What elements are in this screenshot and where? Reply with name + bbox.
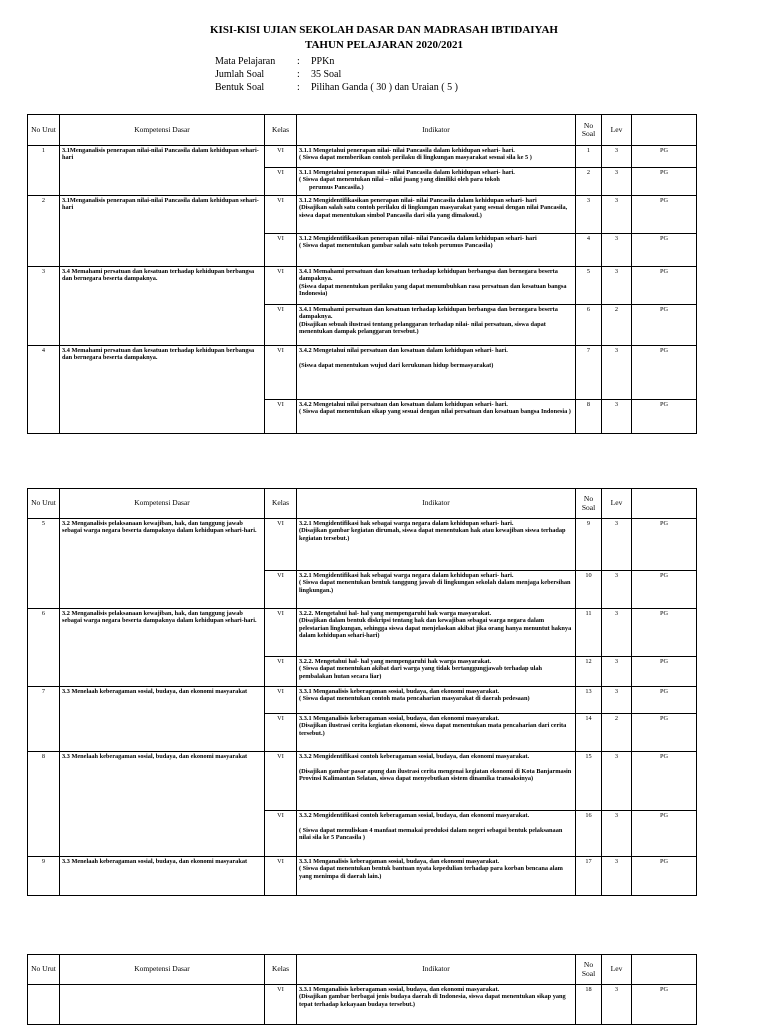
indikator-text: ( Siswa dapat menentukan akibat dari warga yang tidak bertanggungjawab terhadap ulah pembalakan hutan secara liar) (299, 665, 542, 680)
indikator-text: ( Siswa dapat memberikan contoh perilaku di lingkungan masyarakat sesuai sila ke 5 ) (299, 154, 532, 162)
indikator-text: ( Siswa dapat menentukan bentuk tanggung jawab di lingkungan sekolah dalam menjaga kebersihan lingkungan.) (299, 579, 571, 594)
indikator-text: 3.1.2 Mengidentifikasikan penerapan nilai- nilai Pancasila dalam kehidupan sehari- hari (299, 197, 537, 204)
indikator-text: 3.3.1 Menganalisis keberagaman sosial, budaya, dan ekonomi masyarakat. (299, 715, 500, 722)
indikator-text: (Disajikan gambar pasar apung dan ilustrasi cerita mengenai kegiatan ekonomi di Kota Banjarmasin Provinsi Kalimantan Selatan, siswa dapat menyebutkan sistem dinamika transaksinya) (299, 767, 572, 783)
exam-meta (215, 55, 458, 94)
document-subtitle: TAHUN PELAJARAN 2020/2021 (304, 39, 464, 51)
col-lev: Lev (602, 955, 632, 985)
col-kompetensi-dasar: Kompetensi Dasar (60, 955, 265, 985)
table-row: 9 3.3 Menelaah keberagaman sosial, budaya, dan ekonomi masyarakat VI 3.3.1 Menganalisis keberagaman sosial, budaya, dan ekonomi masyarakat. ( Siswa dapat menentukan bentuk bantuan nyata kepedulian terhadap para korban bencana alam yang menimpa di daerah lain.) 17 3 PG (28, 857, 697, 896)
col-no-urut: No Urut (28, 489, 60, 519)
table-row: VI 3.1.2 Mengidentifikasikan penerapan nilai- nilai Pancasila dalam kehidupan sehari- hari ( Siswa dapat menentukan gambar salah satu tokoh perumus Pancasila) 4 3 PG (28, 234, 697, 267)
indikator-text: (Disajikan gambar berbagai jenis budaya daerah di Indonesia, siswa dapat menentukan sikap yang tepat terhadap kekayaan budaya tersebut.) (299, 993, 566, 1008)
kisi-table-1 (27, 114, 697, 434)
indikator-text: 3.1.1 Mengetahui penerapan nilai- nilai Pancasila dalam kehidupan sehari- hari. (299, 169, 515, 176)
indikator-text: 3.4.2 Mengetahui nilai persatuan dan kesatuan dalam kehidupan sehari- hari. (299, 347, 508, 354)
indikator-text: ( Siswa dapat menentukan nilai – nilai juang yang dimiliki oleh para tokoh (299, 176, 500, 184)
table-row: VI 3.3.2 Mengidentifikasi contoh keberagaman sosial, budaya, dan ekonomi masyarakat. ( Siswa dapat menuliskan 4 manfaat memakai produksi dalam negeri sebagai bentuk pelaksanaan nilai sila ke 5 Pancasila ) 16 3 PG (28, 811, 697, 857)
indikator-text: 3.3.1 Menganalisis keberagaman sosial, budaya, dan ekonomi masyarakat. (299, 858, 500, 865)
col-lev: Lev (602, 489, 632, 519)
col-no-soal: No Soal (576, 955, 602, 985)
table-row: VI 3.3.1 Menganalisis keberagaman sosial, budaya, dan ekonomi masyarakat. (Disajikan gambar berbagai jenis budaya daerah di Indonesia, siswa dapat menentukan sikap yang tepat terhadap kekayaan budaya tersebut.) 18 3 PG (28, 985, 697, 1025)
col-indikator: Indikator (297, 955, 576, 985)
indikator-text: (Disajikan gambar kegiatan dirumah, siswa dapat menentukan hak atau kewajiban siswa terhadap kegiatan tersebut.) (299, 527, 566, 542)
indikator-text: 3.3.1 Menganalisis keberagaman sosial, budaya, dan ekonomi masyarakat. (299, 986, 500, 993)
meta-row-count: Jumlah Soal : 35 Soal (215, 69, 342, 80)
indikator-text: 3.2.1 Mengidentifikasi hak sebagai warga negara dalam kehidupan sehari- hari. (299, 572, 514, 579)
col-no-soal: No Soal (576, 489, 602, 519)
indikator-text: 3.2.2. Mengetahui hal- hal yang mempengaruhi hak warga masyarakat. (299, 658, 492, 665)
indikator-text: ( Siswa dapat menentukan bentuk bantuan nyata kepedulian terhadap para korban bencana alam yang menimpa di daerah lain.) (299, 865, 563, 880)
table-header (28, 115, 697, 146)
col-no-soal: No Soal (576, 115, 602, 146)
indikator-text: 3.1.1 Mengetahui penerapan nilai- nilai Pancasila dalam kehidupan sehari- hari. (299, 147, 515, 154)
col-bentuk (632, 955, 697, 985)
document-title: KISI-KISI UJIAN SEKOLAH DASAR DAN MADRASAH IBTIDAIYAH (210, 24, 558, 36)
indikator-text: ( Siswa dapat menentukan gambar salah satu tokoh perumus Pancasila) (299, 242, 493, 250)
table-row: 1 3.1Menganalisis penerapan nilai-nilai Pancasila dalam kehidupan sehari-hari VI 3.1.1 Mengetahui penerapan nilai- nilai Pancasila dalam kehidupan sehari- hari. ( Siswa dapat memberikan contoh perilaku di lingkungan masyarakat sesuai sila ke 5 ) 1 3 PG (28, 146, 697, 168)
col-no-urut: No Urut (28, 955, 60, 985)
indikator-text: ( Siswa dapat menentukan sikap yang sesuai dengan nilai persatuan dan kesatuan bangsa Indonesia ) (299, 408, 571, 416)
table-row: 5 3.2 Menganalisis pelaksanaan kewajiban, hak, dan tanggung jawab sebagai warga negara beserta dampaknya dalam kehidupan sehari-hari. VI 3.2.1 Mengidentifikasi hak sebagai warga negara dalam kehidupan sehari- hari. (Disajikan gambar kegiatan dirumah, siswa dapat menentukan hak atau kewajiban siswa terhadap kegiatan tersebut.) 9 3 PG (28, 519, 697, 571)
col-bentuk (632, 115, 697, 146)
table-row: 4 3.4 Memahami persatuan dan kesatuan terhadap kehidupan berbangsa dan bernegara beserta dampaknya. VI 3.4.2 Mengetahui nilai persatuan dan kesatuan dalam kehidupan sehari- hari. (Siswa dapat menentukan wujud dari kerukunan hidup bermasyarakat) 7 3 PG (28, 346, 697, 400)
col-indikator: Indikator (297, 489, 576, 519)
kisi-table-3 (27, 954, 697, 1025)
indikator-text: 3.2.1 Mengidentifikasi hak sebagai warga negara dalam kehidupan sehari- hari. (299, 520, 514, 527)
table-row: 3 3.4 Memahami persatuan dan kesatuan terhadap kehidupan berbangsa dan bernegara beserta dampaknya. VI 3.4.1 Memahami persatuan dan kesatuan terhadap kehidupan berbangsa dan bernegara beserta dampaknya. (Siswa dapat menentukan perilaku yang dapat menumbuhkan rasa persatuan dan kesatuan bangsa Indonesia) 5 3 PG (28, 267, 697, 305)
col-kompetensi-dasar: Kompetensi Dasar (60, 115, 265, 146)
indikator-text: (Siswa dapat menentukan perilaku yang dapat menumbuhkan rasa persatuan dan kesatuan bangsa Indonesia) (299, 282, 567, 298)
table-row: 2 3.1Menganalisis penerapan nilai-nilai Pancasila dalam kehidupan sehari-hari VI 3.1.2 Mengidentifikasikan penerapan nilai- nilai Pancasila dalam kehidupan sehari- hari (Disajikan salah satu contoh perilaku di lingkungan masyarakat yang sesuai dengan nilai Pancasila, siswa dapat menentukan simbol Pancasila dari sila yang dimaksud.) 3 3 PG (28, 196, 697, 234)
indikator-text: (Disajikan salah satu contoh perilaku di lingkungan masyarakat yang sesuai dengan nilai Pancasila, siswa dapat menentukan simbol Pancasila dari sila yang dimaksud.) (299, 204, 568, 219)
table-row: VI 3.4.2 Mengetahui nilai persatuan dan kesatuan dalam kehidupan sehari- hari. ( Siswa dapat menentukan sikap yang sesuai dengan nilai persatuan dan kesatuan bangsa Indonesia ) 8 3 PG (28, 400, 697, 434)
indikator-text: (Disajikan dalam bentuk diskripsi tentang hak dan kewajiban sebagai warga negara dalam pelestarian lingkungan, sehingga siswa dapat menjelaskan akibat jika orang hanya menuntut haknya dalam kehidupan sehari-hari) (299, 617, 572, 640)
kisi-table-2 (27, 488, 697, 896)
meta-row-subject: Mata Pelajaran : PPKn (215, 56, 335, 67)
col-indikator: Indikator (297, 115, 576, 146)
indikator-text: 3.4.2 Mengetahui nilai persatuan dan kesatuan dalam kehidupan sehari- hari. (299, 401, 508, 408)
indikator-text: (Disajikan sebuah ilustrasi tentang pelanggaran terhadap nilai- nilai persatuan, siswa dapat menentukan dampak pelanggaran tersebut.) (299, 320, 546, 336)
indikator-text: 3.2.2. Mengetahui hal- hal yang mempengaruhi hak warga masyarakat. (299, 610, 492, 617)
indikator-text: perumus Pancasila.) (309, 183, 364, 191)
indikator-text: ( Siswa dapat menentukan contoh mata pencaharian masyarakat di daerah pedesaan) (299, 695, 530, 703)
table-row: 6 3.2 Menganalisis pelaksanaan kewajiban, hak, dan tanggung jawab sebagai warga negara beserta dampaknya dalam kehidupan sehari-hari. VI 3.2.2. Mengetahui hal- hal yang mempengaruhi hak warga masyarakat. (Disajikan dalam bentuk diskripsi tentang hak dan kewajiban sebagai warga negara dalam pelestarian lingkungan, sehingga siswa dapat menjelaskan akibat jika orang hanya menuntut haknya dalam kehidupan sehari-hari) 11 3 PG (28, 609, 697, 657)
col-bentuk (632, 489, 697, 519)
table-row: VI 3.4.1 Memahami persatuan dan kesatuan terhadap kehidupan berbangsa dan bernegara beserta dampaknya. (Disajikan sebuah ilustrasi tentang pelanggaran terhadap nilai- nilai persatuan, siswa dapat menentukan dampak pelanggaran tersebut.) 6 2 PG (28, 305, 697, 346)
table-row: 8 3.3 Menelaah keberagaman sosial, budaya, dan ekonomi masyarakat VI 3.3.2 Mengidentifikasi contoh keberagaman sosial, budaya, dan ekonomi masyarakat. (Disajikan gambar pasar apung dan ilustrasi cerita mengenai kegiatan ekonomi di Kota Banjarmasin Provinsi Kalimantan Selatan, siswa dapat menyebutkan sistem dinamika transaksinya) 15 3 PG (28, 752, 697, 811)
table-row: VI 3.3.1 Menganalisis keberagaman sosial, budaya, dan ekonomi masyarakat. (Disajikan ilustrasi cerita kegiatan ekonomi, siswa dapat menentukan mata pencaharian dari cerita tersebut.) 14 2 PG (28, 714, 697, 752)
indikator-text: 3.1.2 Mengidentifikasikan penerapan nilai- nilai Pancasila dalam kehidupan sehari- hari (299, 235, 537, 242)
indikator-text: 3.4.1 Memahami persatuan dan kesatuan terhadap kehidupan berbangsa dan bernegara beserta dampaknya. (299, 306, 558, 321)
table-header (28, 955, 697, 985)
col-kelas: Kelas (265, 115, 297, 146)
col-kompetensi-dasar: Kompetensi Dasar (60, 489, 265, 519)
indikator-text: ( Siswa dapat menuliskan 4 manfaat memakai produksi dalam negeri sebagai bentuk pelaksanaan nilai sila ke 5 Pancasila ) (299, 826, 563, 842)
indikator-text: 3.3.1 Menganalisis keberagaman sosial, budaya, dan ekonomi masyarakat. (299, 688, 500, 695)
indikator-text: (Disajikan ilustrasi cerita kegiatan ekonomi, siswa dapat menentukan mata pencaharian dari cerita tersebut.) (299, 722, 567, 737)
table-row: VI 3.2.2. Mengetahui hal- hal yang mempengaruhi hak warga masyarakat. ( Siswa dapat menentukan akibat dari warga yang tidak bertanggungjawab terhadap ulah pembalakan hutan secara liar) 12 3 PG (28, 657, 697, 687)
col-no-urut: No Urut (28, 115, 60, 146)
table-header (28, 489, 697, 519)
col-kelas: Kelas (265, 955, 297, 985)
indikator-text: 3.3.2 Mengidentifikasi contoh keberagaman sosial, budaya, dan ekonomi masyarakat. (299, 753, 530, 760)
indikator-text: (Siswa dapat menentukan wujud dari kerukunan hidup bermasyarakat) (299, 361, 494, 369)
indikator-text: 3.4.1 Memahami persatuan dan kesatuan terhadap kehidupan berbangsa dan bernegara beserta dampaknya. (299, 268, 558, 283)
table-row: VI 3.2.1 Mengidentifikasi hak sebagai warga negara dalam kehidupan sehari- hari. ( Siswa dapat menentukan bentuk tanggung jawab di lingkungan sekolah dalam menjaga kebersihan lingkungan.) 10 3 PG (28, 571, 697, 609)
col-kelas: Kelas (265, 489, 297, 519)
meta-row-form: Bentuk Soal : Pilihan Ganda ( 30 ) dan Uraian ( 5 ) (215, 82, 458, 93)
table-row: VI 3.1.1 Mengetahui penerapan nilai- nilai Pancasila dalam kehidupan sehari- hari. ( Siswa dapat menentukan nilai – nilai juang yang dimiliki oleh para tokoh perumus Pancasila.) 2 3 PG (28, 168, 697, 196)
table-row: 7 3.3 Menelaah keberagaman sosial, budaya, dan ekonomi masyarakat VI 3.3.1 Menganalisis keberagaman sosial, budaya, dan ekonomi masyarakat. ( Siswa dapat menentukan contoh mata pencaharian masyarakat di daerah pedesaan) 13 3 PG (28, 687, 697, 714)
col-lev: Lev (602, 115, 632, 146)
indikator-text: 3.3.2 Mengidentifikasi contoh keberagaman sosial, budaya, dan ekonomi masyarakat. (299, 812, 530, 819)
